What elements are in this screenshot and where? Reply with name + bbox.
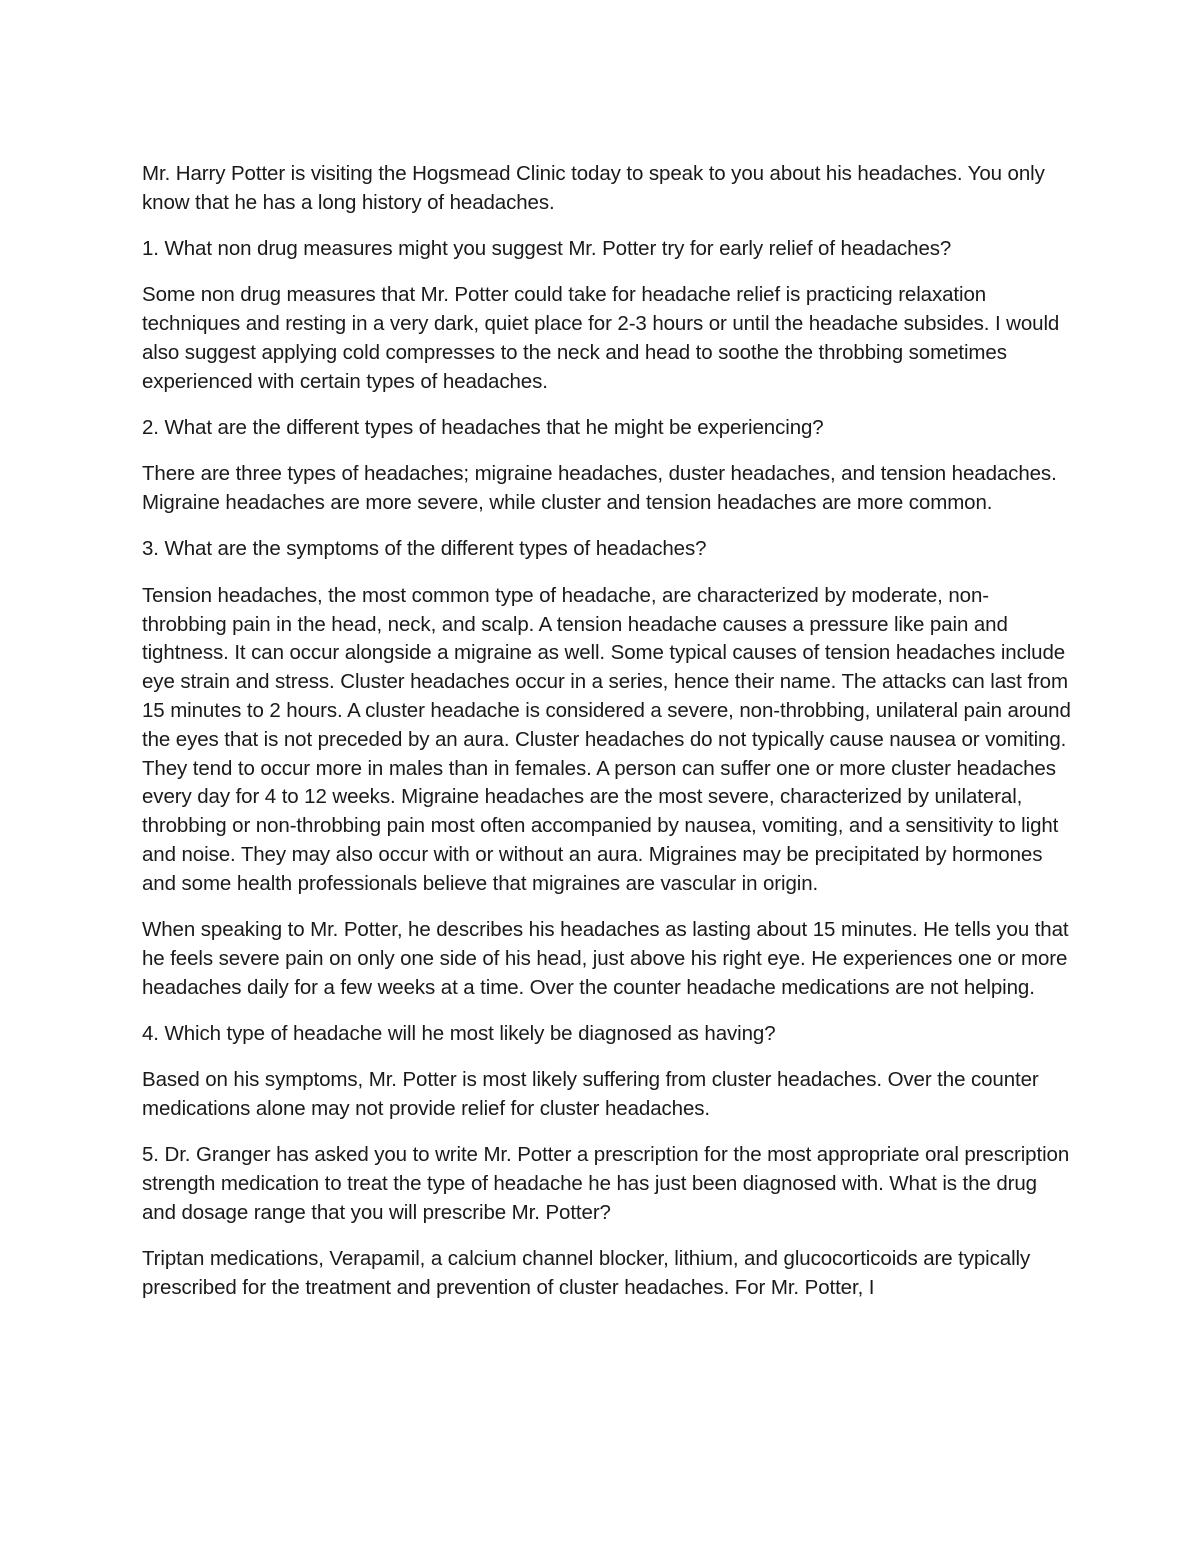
intro-paragraph: Mr. Harry Potter is visiting the Hogsmead Clinic today to speak to you about his headaches. You only know that he has a long history of headaches. [142,162,1045,214]
question-3: 3. What are the symptoms of the different types of headaches? [142,537,707,561]
answer-1: Some non drug measures that Mr. Potter could take for headache relief is practicing relaxation techniques and resting in a very dark, quiet place for 2-3 hours or until the headache subsides. I would also suggest applying cold compresses to the neck and head to soothe the throbbing sometimes experienced with certain types of headaches. [142,283,1060,393]
question-5: 5. Dr. Granger has asked you to write Mr. Potter a prescription for the most appropriate oral prescription strength medication to treat the type of headache he has just been diagnosed with. What is the drug and dosage range that you will prescribe Mr. Potter? [142,1143,1070,1224]
answer-4: Based on his symptoms, Mr. Potter is most likely suffering from cluster headaches. Over the counter medications alone may not provide relief for cluster headaches. [142,1068,1039,1121]
question-4: 4. Which type of headache will he most likely be diagnosed as having? [142,1021,776,1045]
question-2: 2. What are the different types of headaches that he might be experiencing? [142,416,824,440]
answer-5: Triptan medications, Verapamil, a calcium channel blocker, lithium, and glucocorticoids are typically prescribed for the treatment and prevention of cluster headaches. For Mr. Potter, I [142,1247,1031,1299]
question-1: 1. What non drug measures might you suggest Mr. Potter try for early relief of headaches? [142,237,952,261]
document-body [142,160,1072,1320]
answer-3: Tension headaches, the most common type of headache, are characterized by moderate, non-throbbing pain in the head, neck, and scalp. A tension headache causes a pressure like pain and tightness. It can occur alongside a migraine as well. Some typical causes of tension headaches include eye strain and stress. Cluster headaches occur in a series, hence their name. The attacks can last from 15 minutes to 2 hours. A cluster headache is considered a severe, non-throbbing, unilateral pain around the eyes that is not preceded by an aura. Cluster headaches do not typically cause nausea or vomiting. They tend to occur more in males than in females. A person can suffer one or more cluster headaches every day for 4 to 12 weeks. Migraine headaches are the most severe, characterized by unilateral, throbbing or non-throbbing pain most often accompanied by nausea, vomiting, and a sensitivity to light and noise. They may also occur with or without an aura. Migraines may be precipitated by hormones and some health professionals believe that migraines are vascular in origin. [142,583,1071,895]
answer-2: There are three types of headaches; migraine headaches, duster headaches, and tension headaches. Migraine headaches are more severe, while cluster and tension headaches are more common. [142,462,1057,515]
case-description: When speaking to Mr. Potter, he describes his headaches as lasting about 15 minutes. He tells you that he feels severe pain on only one side of his head, just above his right eye. He experiences one or more headaches daily for a few weeks at a time. Over the counter headache medications are not helping. [142,918,1069,999]
